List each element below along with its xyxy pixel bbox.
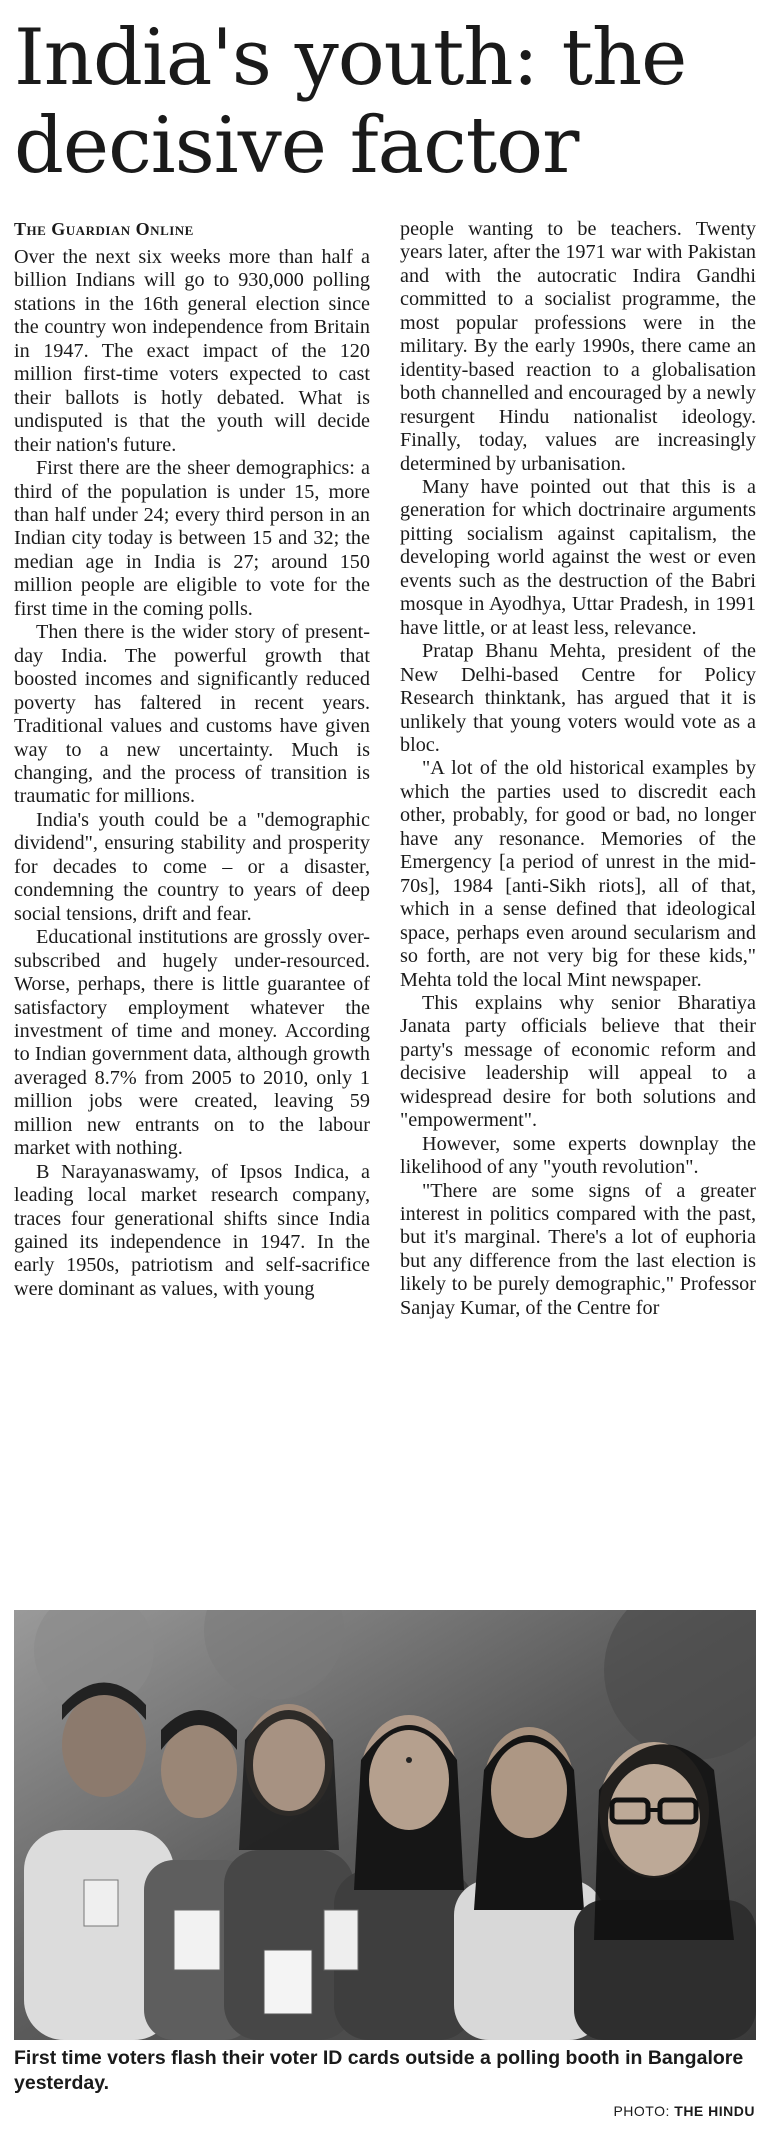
paragraph: Then there is the wider story of present-day India. The powerful growth that boosted incomes and significantly reduced poverty has faltered in recent years. Traditional values and customs have given way to a new uncertainty. Much is changing, and the process of transition is traumatic for millions. [14, 621, 370, 808]
paragraph: Over the next six weeks more than half a billion Indians will go to 930,000 polling stations in the 16th general election since the country won independence from Britain in 1947. The exact impact of the 120 million first-time voters expected to cast their ballots is hotly debated. What is undisputed is that the youth will decide their nation's future. [14, 246, 370, 456]
paragraph: people wanting to be teachers. Twenty years later, after the 1971 war with Pakistan and with the autocratic Indira Gandhi committed to a socialist programme, the most popular professions were in the military. By the early 1990s, there came an identity-based reaction to a globalisation both channelled and encouraged by a newly resurgent Hindu nationalist ideology. Finally, today, values are increasingly determined by urbanisation. [400, 218, 756, 475]
paragraph: First there are the sheer demographics: a third of the population is under 15, more than half under 24; every third person in an Indian city today is between 15 and 32; the median age in India is 27; around 150 million people are eligible to vote for the first time in the coming polls. [14, 457, 370, 620]
paragraph: This explains why senior Bharatiya Janata party officials believe that their party's message of economic reform and decisive leadership will appeal to a widespread desire for both solutions and "empowerment". [400, 991, 756, 1132]
paragraph: "There are some signs of a greater interest in politics compared with the past, but it's marginal. There's a lot of euphoria but any difference from the last election is likely to be purely demographic," Professor Sanjay Kumar, of the Centre for [400, 1179, 756, 1319]
paragraph: Educational institutions are grossly over-subscribed and hugely under-resourced. Worse, perhaps, there is little guarantee of satisfactory employment whatever the investment of time and money. According to Indian government data, although growth averaged 8.7% from 2005 to 2010, only 1 million jobs were created, leaving 59 million new entrants on to the labour market with nothing. [14, 926, 370, 1160]
paragraph: Many have pointed out that this is a generation for which doctrinaire arguments pitting socialism against capitalism, the developing world against the west or even events such as the destruction of the Babri mosque in Ayodhya, Uttar Pradesh, in 1991 have little, or at least less, relevance. [400, 475, 756, 639]
article-body [14, 218, 755, 1598]
photo-caption: First time voters flash their voter ID cards outside a polling booth in Bangalore yesterday. [14, 2047, 744, 2094]
left-column [14, 218, 370, 1301]
paragraph: B Narayanaswamy, of Ipsos Indica, a leading local market research company, traces four generational shifts since India gained its independence in 1947. In the early 1950s, patriotism and self-sacrifice were dominant as values, with young [14, 1160, 370, 1300]
photo-credit-source: THE HINDU [674, 2103, 755, 2119]
paragraph: "A lot of the old historical examples by which the parties used to discredit each other, probably, for good or bad, no longer have any resonance. Memories of the Emergency [a period of unrest in the mid-70s], 1984 [anti-Sikh riots], all of that, which in a sense defined that ideological space, perhaps even around secularism and so forth, are not very big for these kids," Mehta told the local Mint newspaper. [400, 757, 756, 991]
headline: India's youth: the decisive factor [14, 13, 687, 191]
paragraph: India's youth could be a "demographic dividend", ensuring stability and prosperity for decades to come – or a disaster, condemning the country to years of deep social tensions, drift and fear. [14, 808, 370, 925]
byline: The Guardian Online [14, 219, 194, 239]
paragraph: Pratap Bhanu Mehta, president of the New Delhi-based Centre for Policy Research thinktank, has argued that it is unlikely that young voters would vote as a bloc. [400, 640, 756, 756]
paragraph: However, some experts downplay the likelihood of any "youth revolution". [400, 1132, 756, 1179]
right-column [400, 218, 756, 1320]
photo-credit [613, 2103, 755, 2119]
news-photo [14, 1610, 756, 2040]
photo-credit-label: PHOTO: [613, 2103, 670, 2119]
voters-photo-illustration [14, 1610, 756, 2040]
